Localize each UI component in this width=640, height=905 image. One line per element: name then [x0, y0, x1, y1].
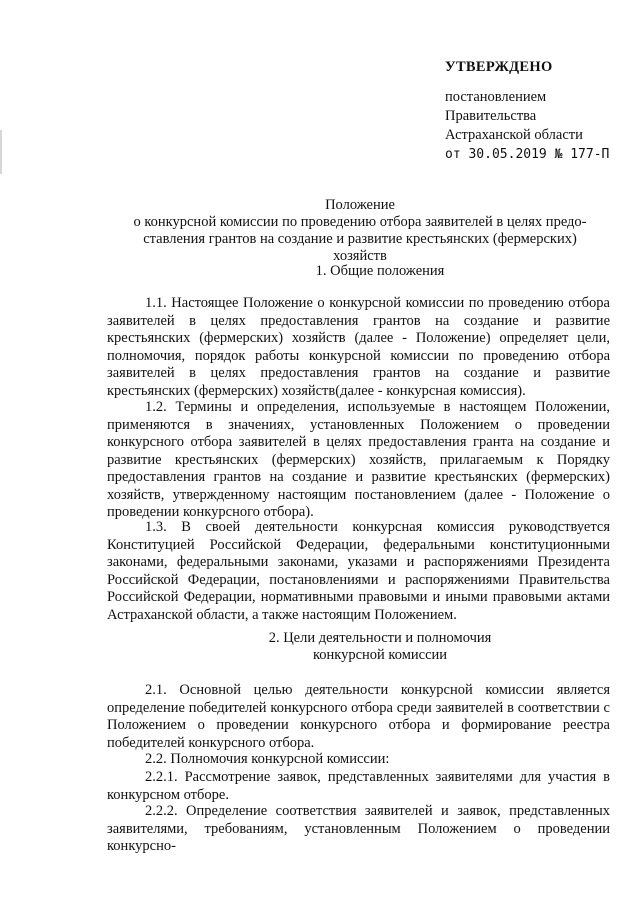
- section-2-heading: [220, 630, 540, 664]
- section-2-heading-line-2: конкурсной комиссии: [312, 647, 448, 663]
- paragraph-1-2: 1.2. Термины и определения, используемые в настоящем Положении, применяются в значениях, установленных Положением о проведении конкурсного отбора заявителей в целях предоставления гранта на создание и развитие крестьянских (фермерских) хозяйств, прилагаемым к Порядку предоставления грантов на создание и развитие крестьянских (фермерских) хозяйств, утвержденному настоящим постановлением (далее - Положение о проведении конкурсного отбора).: [107, 399, 610, 520]
- paragraph-2-2: 2.2. Полномочия конкурсной комиссии:: [145, 751, 390, 767]
- title-line-1: Положение: [325, 197, 395, 213]
- approval-heading: УТВЕРЖДЕНО: [445, 59, 553, 75]
- paragraph-1-3: 1.3. В своей деятельности конкурсная комиссия руководствуется Конституцией Российской Федерации, федеральными конституционными законами, федеральными законами, указами и распоряжениями Президента Российской Федерации, постановлениями и распоряжениями Правительства Российской Федерации, нормативными правовыми и иными правовыми актами Астраханской области, а также настоящим Положением.: [107, 519, 610, 623]
- title-line-2: о конкурсной комиссии по проведению отбора заявителей в целях предо-: [133, 214, 587, 230]
- approval-stamp: [445, 58, 609, 164]
- approval-line-2: Правительства: [445, 108, 537, 124]
- paragraph-2-2-2: 2.2.2. Определение соответствия заявителей и заявок, представленных заявителями, требованиям, установленным Положением о проведении конкурсно-: [107, 803, 610, 854]
- title-line-3: ставления грантов на создание и развитие крестьянских (фермерских) хозяйств: [143, 231, 577, 264]
- section-1-heading: 1. Общие положения: [315, 263, 445, 279]
- approval-line-1: постановлением: [445, 89, 547, 105]
- paragraph-2-1: 2.1. Основной целью деятельности конкурсной комиссии является определение победителей конкурсного отбора среди заявителей в соответствии с Положением о проведении конкурсного отбора и формирование реестра победителей конкурсного отбора.: [107, 682, 610, 751]
- section-2-heading-line-1: 2. Цели деятельности и полномочия: [268, 630, 492, 646]
- paragraph-2-2-1: 2.2.1. Рассмотрение заявок, представленных заявителями для участия в конкурсном отборе.: [107, 769, 610, 803]
- document-title: [130, 197, 590, 265]
- approval-line-3: Астраханской области: [445, 127, 583, 143]
- scan-edge-mark: [0, 130, 2, 174]
- approval-date: от 30.05.2019 № 177-П: [445, 147, 610, 162]
- paragraph-1-1: 1.1. Настоящее Положение о конкурсной комиссии по проведению отбора заявителей в целях предоставления грантов на создание и развитие крестьянских (фермерских) хозяйств (далее - Положение) определяет цели, полномочия, порядок работы конкурсной комиссии по проведению отбора заявителей в целях предоставления грантов на создание и развитие крестьянских (фермерских) хозяйств(далее - конкурсная комиссия).: [107, 295, 610, 399]
